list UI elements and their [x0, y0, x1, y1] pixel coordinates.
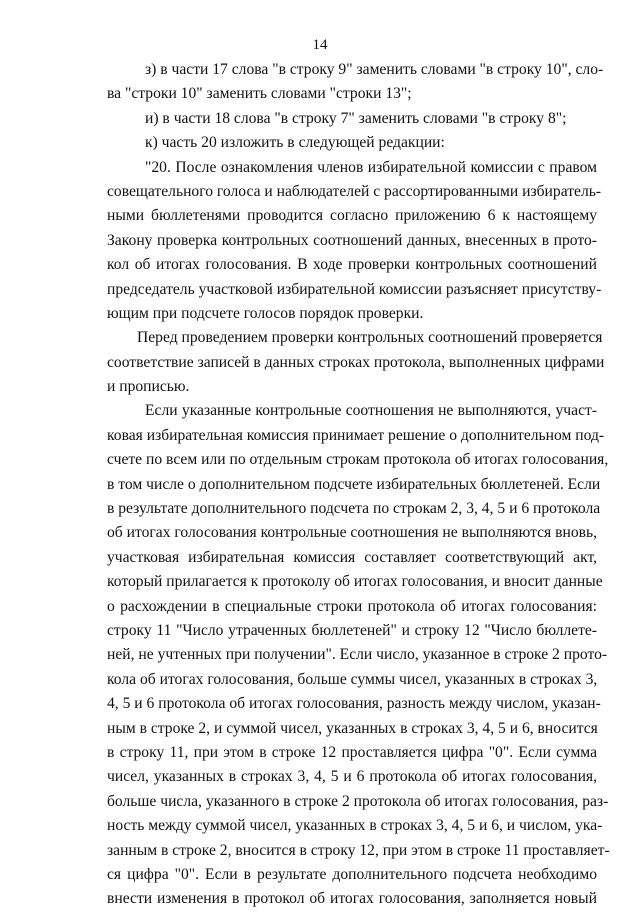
- text-line: ковая избирательная комиссия принимает решение о дополнительном под-: [107, 426, 605, 444]
- text-line: строку 11 "Число утраченных бюллетеней" и строку 12 "Число бюллете-: [107, 621, 597, 639]
- text-line: чисел, указанных в строках 3, 4, 5 и 6 протокола об итогах голосования,: [107, 768, 597, 786]
- text-line: кол об итогах голосования. В ходе проверки контрольных соотношений: [107, 256, 597, 274]
- text-line: об итогах голосования контрольные соотношения не выполняются вновь,: [107, 524, 597, 542]
- text-line: совещательного голоса и наблюдателей с рассортированными избиратель-: [107, 182, 602, 200]
- text-line: и) в части 18 слова "в строку 7" заменить словами "в строку 8";: [145, 109, 567, 127]
- document-body: [107, 58, 610, 912]
- text-line: больше числа, указанного в строке 2 протокола об итогах голосования, раз-: [107, 792, 609, 810]
- text-line: ными бюллетенями проводится согласно приложению 6 к настоящему: [107, 207, 597, 225]
- text-line: Если указанные контрольные соотношения не выполняются, участ-: [145, 402, 597, 420]
- text-line: Перед проведением проверки контрольных соотношений проверяется: [137, 329, 603, 347]
- text-line: з) в части 17 слова "в строку 9" заменить словами "в строку 10", сло-: [145, 61, 604, 78]
- text-line: участковая избирательная комиссия составляет соответствующий акт,: [107, 548, 597, 566]
- text-line: ся цифра "0". Если в результате дополнительного подсчета необходимо: [107, 865, 597, 883]
- text-line: ность между суммой чисел, указанных в строках 3, 4, 5 и 6, и числом, ука-: [107, 817, 603, 835]
- text-line: ющим при подсчете голосов порядок проверки.: [107, 304, 424, 322]
- text-line: кола об итогах голосования, больше суммы чисел, указанных в строках 3,: [107, 670, 598, 688]
- text-line: ва "строки 10" заменить словами "строки 13";: [107, 85, 412, 103]
- text-line: в том числе о дополнительном подсчете избирательных бюллетеней. Если: [107, 475, 601, 493]
- page-number: 14: [312, 37, 328, 53]
- text-line: занным в строке 2, вносится в строку 12, при этом в строке 11 проставляет-: [107, 841, 610, 859]
- text-line: внести изменения в протокол об итогах голосования, заполняется новый: [107, 890, 597, 908]
- text-line: "20. После ознакомления членов избирательной комиссии с правом: [145, 158, 597, 176]
- text-line: в строку 11, при этом в строке 12 проставляется цифра "0". Если сумма: [107, 743, 597, 761]
- text-line: 4, 5 и 6 протокола об итогах голосования, разность между числом, указан-: [107, 695, 601, 713]
- text-line: ней, не учтенных при получении". Если число, указанное в строке 2 прото-: [107, 646, 608, 664]
- text-line: в результате дополнительного подсчета по строкам 2, 3, 4, 5 и 6 протокола: [107, 500, 601, 518]
- text-line: соответствие записей в данных строках протокола, выполненных цифрами: [107, 353, 605, 371]
- text-line: счете по всем или по отдельным строкам протокола об итогах голосования,: [107, 451, 609, 469]
- text-line: и прописью.: [107, 378, 190, 396]
- text-line: Закону проверка контрольных соотношений данных, внесенных в прото-: [107, 231, 597, 249]
- text-line: ным в строке 2, и суммой чисел, указанных в строках 3, 4, 5 и 6, вносится: [107, 719, 598, 737]
- text-line: о расхождении в специальные строки протокола об итогах голосования:: [107, 597, 597, 615]
- text-line: председатель участковой избирательной комиссии разъясняет присутству-: [107, 280, 602, 298]
- text-line: к) часть 20 изложить в следующей редакции:: [145, 134, 445, 152]
- text-line: который прилагается к протоколу об итогах голосования, и вносит данные: [107, 573, 603, 591]
